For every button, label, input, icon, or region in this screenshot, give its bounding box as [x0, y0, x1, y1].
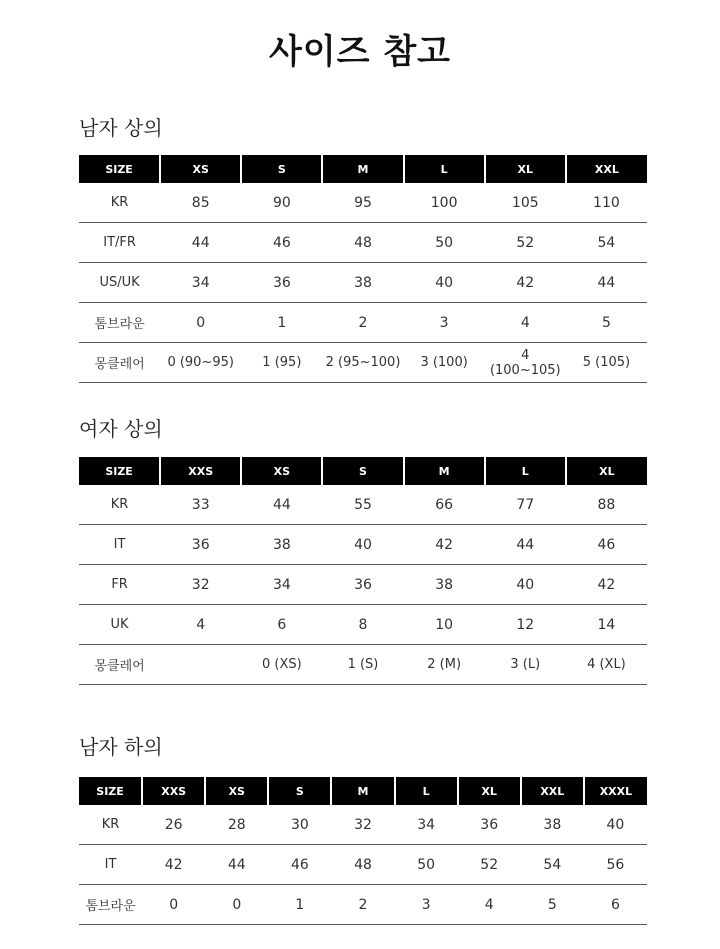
- size-value-cell: 48: [322, 223, 403, 263]
- size-value-cell: 56: [584, 845, 647, 885]
- size-value-cell: 30: [268, 805, 331, 845]
- size-value-cell: 44: [205, 845, 268, 885]
- row-label: US/UK: [79, 263, 160, 303]
- row-label: 몽클레어: [79, 343, 160, 383]
- size-value-cell: 38: [404, 565, 485, 605]
- size-value-cell: 100: [404, 183, 485, 223]
- size-value-cell: 4 (XL): [566, 645, 647, 685]
- size-value-cell: 110: [566, 183, 647, 223]
- size-header-s: S: [322, 457, 403, 485]
- size-header-xl: XL: [566, 457, 647, 485]
- table-row: [79, 645, 647, 685]
- size-value-cell: 3: [395, 885, 458, 925]
- size-header-xxs: XXS: [160, 457, 241, 485]
- size-value-cell: 6: [241, 605, 322, 645]
- size-value-cell: [160, 645, 241, 685]
- size-value-cell: 50: [395, 845, 458, 885]
- size-value-cell: 4: [485, 303, 566, 343]
- table-row: [79, 485, 647, 525]
- table-row: [79, 303, 647, 343]
- size-value-cell: 2 (M): [404, 645, 485, 685]
- row-label: 톰브라운: [79, 885, 142, 925]
- size-value-cell: 6: [584, 885, 647, 925]
- size-value-cell: 34: [160, 263, 241, 303]
- size-value-cell: 36: [322, 565, 403, 605]
- table-row: [79, 845, 647, 885]
- size-value-cell: 40: [584, 805, 647, 845]
- size-value-cell: 105: [485, 183, 566, 223]
- size-value-cell: 38: [322, 263, 403, 303]
- table-row: [79, 183, 647, 223]
- size-value-cell: 40: [485, 565, 566, 605]
- row-label: FR: [79, 565, 160, 605]
- size-header-m: M: [331, 777, 394, 805]
- size-value-cell: 42: [142, 845, 205, 885]
- size-value-cell: 2: [322, 303, 403, 343]
- size-value-cell: 50: [404, 223, 485, 263]
- size-value-cell: 12: [485, 605, 566, 645]
- row-label: KR: [79, 183, 160, 223]
- size-value-cell: 46: [241, 223, 322, 263]
- size-value-cell: 1: [268, 885, 331, 925]
- row-label: 톰브라운: [79, 303, 160, 343]
- size-column-header: SIZE: [79, 457, 160, 485]
- size-value-cell: 55: [322, 485, 403, 525]
- size-value-cell: 48: [331, 845, 394, 885]
- row-label: IT/FR: [79, 223, 160, 263]
- size-value-cell: 1: [241, 303, 322, 343]
- size-value-cell: 33: [160, 485, 241, 525]
- size-value-cell: 5: [566, 303, 647, 343]
- page-title: 사이즈 참고: [268, 32, 452, 72]
- size-value-cell: 0 (90~95): [160, 343, 241, 383]
- size-value-cell: 36: [458, 805, 521, 845]
- size-value-cell: 8: [322, 605, 403, 645]
- table-row: [79, 885, 647, 925]
- size-value-cell: 46: [566, 525, 647, 565]
- row-label: KR: [79, 485, 160, 525]
- size-value-cell: 54: [566, 223, 647, 263]
- size-value-cell: 34: [395, 805, 458, 845]
- size-header-xl: XL: [458, 777, 521, 805]
- table-row: [79, 605, 647, 645]
- size-value-cell: 5 (105): [566, 343, 647, 383]
- size-value-cell: 36: [160, 525, 241, 565]
- size-value-cell: 40: [322, 525, 403, 565]
- table-header-row: [79, 457, 647, 485]
- size-header-m: M: [322, 155, 403, 183]
- mens-bottom-size-table: [79, 777, 647, 925]
- size-header-xxl: XXL: [566, 155, 647, 183]
- size-value-cell: 42: [404, 525, 485, 565]
- mens-top-size-table: [79, 155, 647, 383]
- size-value-cell: 66: [404, 485, 485, 525]
- size-column-header: SIZE: [79, 777, 142, 805]
- size-value-cell: 42: [566, 565, 647, 605]
- size-value-cell: 32: [160, 565, 241, 605]
- size-header-s: S: [241, 155, 322, 183]
- size-header-xxl: XXL: [521, 777, 584, 805]
- size-value-cell: 54: [521, 845, 584, 885]
- table-row: [79, 525, 647, 565]
- row-label: 몽클레어: [79, 645, 160, 685]
- size-value-cell: 52: [485, 223, 566, 263]
- womens-top-section-title: 여자 상의: [79, 417, 163, 441]
- mens-bottom-section-title: 남자 하의: [79, 735, 163, 759]
- size-value-cell: 14: [566, 605, 647, 645]
- table-row: [79, 565, 647, 605]
- size-header-xs: XS: [241, 457, 322, 485]
- table-row: [79, 343, 647, 383]
- table-header-row: [79, 777, 647, 805]
- size-value-cell: 5: [521, 885, 584, 925]
- size-header-l: L: [395, 777, 458, 805]
- size-value-cell: 85: [160, 183, 241, 223]
- size-value-cell: 28: [205, 805, 268, 845]
- size-value-cell: 2 (95~100): [322, 343, 403, 383]
- size-value-cell: 44: [160, 223, 241, 263]
- size-header-xxs: XXS: [142, 777, 205, 805]
- size-value-cell: 26: [142, 805, 205, 845]
- womens-top-size-table: [79, 457, 647, 685]
- size-header-s: S: [268, 777, 331, 805]
- size-value-cell: 0: [205, 885, 268, 925]
- size-value-cell: 1 (95): [241, 343, 322, 383]
- size-value-cell: 4 (100~105): [485, 343, 566, 383]
- size-value-cell: 36: [241, 263, 322, 303]
- size-value-cell: 52: [458, 845, 521, 885]
- size-header-xs: XS: [160, 155, 241, 183]
- row-label: IT: [79, 525, 160, 565]
- size-value-cell: 0 (XS): [241, 645, 322, 685]
- size-header-xl: XL: [485, 155, 566, 183]
- size-value-cell: 44: [566, 263, 647, 303]
- size-column-header: SIZE: [79, 155, 160, 183]
- size-value-cell: 2: [331, 885, 394, 925]
- row-label: UK: [79, 605, 160, 645]
- size-value-cell: 3 (L): [485, 645, 566, 685]
- size-value-cell: 32: [331, 805, 394, 845]
- table-row: [79, 223, 647, 263]
- table-header-row: [79, 155, 647, 183]
- size-header-xxxl: XXXL: [584, 777, 647, 805]
- size-value-cell: 4: [458, 885, 521, 925]
- size-value-cell: 38: [241, 525, 322, 565]
- size-value-cell: 0: [142, 885, 205, 925]
- size-value-cell: 95: [322, 183, 403, 223]
- size-value-cell: 90: [241, 183, 322, 223]
- size-value-cell: 10: [404, 605, 485, 645]
- size-value-cell: 42: [485, 263, 566, 303]
- size-value-cell: 44: [485, 525, 566, 565]
- size-value-cell: 44: [241, 485, 322, 525]
- row-label: KR: [79, 805, 142, 845]
- mens-top-section-title: 남자 상의: [79, 116, 163, 140]
- size-value-cell: 40: [404, 263, 485, 303]
- size-value-cell: 38: [521, 805, 584, 845]
- size-value-cell: 1 (S): [322, 645, 403, 685]
- size-value-cell: 88: [566, 485, 647, 525]
- size-value-cell: 46: [268, 845, 331, 885]
- size-value-cell: 3: [404, 303, 485, 343]
- table-row: [79, 263, 647, 303]
- size-value-cell: 3 (100): [404, 343, 485, 383]
- row-label: IT: [79, 845, 142, 885]
- size-value-cell: 0: [160, 303, 241, 343]
- size-value-cell: 4: [160, 605, 241, 645]
- size-header-l: L: [404, 155, 485, 183]
- size-header-m: M: [404, 457, 485, 485]
- size-value-cell: 34: [241, 565, 322, 605]
- size-header-l: L: [485, 457, 566, 485]
- table-row: [79, 805, 647, 845]
- size-header-xs: XS: [205, 777, 268, 805]
- size-value-cell: 77: [485, 485, 566, 525]
